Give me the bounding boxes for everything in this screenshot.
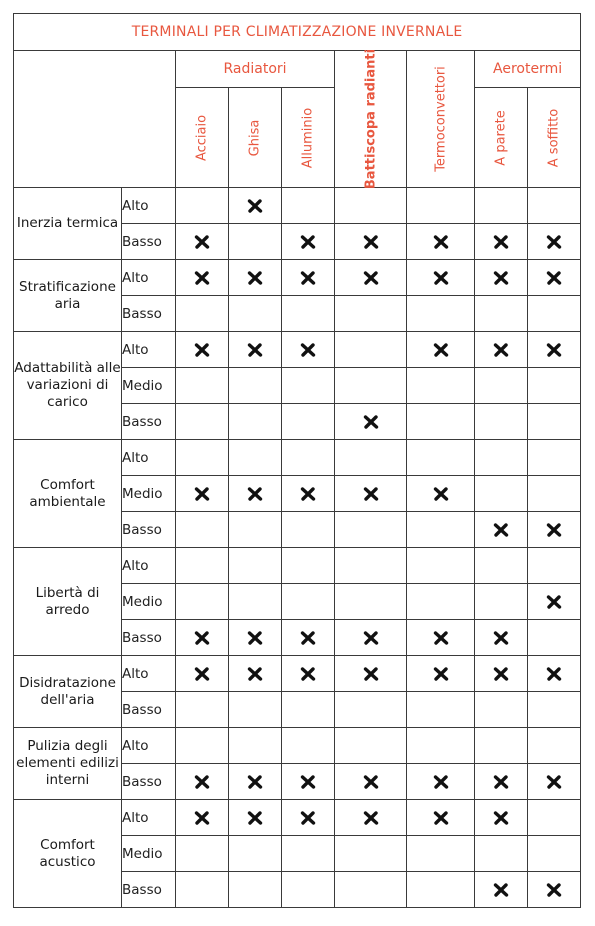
criterion-label: Comfort ambientale xyxy=(14,440,122,548)
mark-cell-a-parete xyxy=(475,764,528,800)
column-header-termoconvettori xyxy=(407,51,475,188)
cross-mark-icon xyxy=(546,235,562,249)
cross-mark-icon xyxy=(194,667,210,681)
mark-cell-a-parete xyxy=(475,512,528,548)
cross-mark-icon xyxy=(433,631,449,645)
mark-cell-alluminio xyxy=(282,836,335,872)
level-label: Alto xyxy=(122,548,176,584)
mark-cell-termoconvettori xyxy=(407,188,475,224)
cross-mark-icon xyxy=(194,271,210,285)
mark-cell-a-soffitto xyxy=(528,620,581,656)
group-header-aerotermi: Aerotermi xyxy=(475,51,581,88)
mark-cell-ghisa xyxy=(229,440,282,476)
table-row xyxy=(14,656,581,692)
mark-cell-a-soffitto xyxy=(528,656,581,692)
table-row xyxy=(14,188,581,224)
criterion-label: Disidratazione dell'aria xyxy=(14,656,122,728)
cross-mark-icon xyxy=(546,343,562,357)
cross-mark-icon xyxy=(247,811,263,825)
mark-cell-termoconvettori xyxy=(407,440,475,476)
level-label: Alto xyxy=(122,800,176,836)
cross-mark-icon xyxy=(433,487,449,501)
cross-mark-icon xyxy=(300,487,316,501)
title-row xyxy=(14,14,581,51)
cross-mark-icon xyxy=(300,235,316,249)
mark-cell-acciaio xyxy=(176,440,229,476)
table-row xyxy=(14,332,581,368)
mark-cell-termoconvettori xyxy=(407,476,475,512)
mark-cell-battiscopa-radianti xyxy=(335,692,407,728)
criterion-label: Comfort acustico xyxy=(14,800,122,908)
mark-cell-a-soffitto xyxy=(528,224,581,260)
cross-mark-icon xyxy=(546,271,562,285)
mark-cell-ghisa xyxy=(229,872,282,908)
mark-cell-battiscopa-radianti xyxy=(335,512,407,548)
mark-cell-alluminio xyxy=(282,692,335,728)
mark-cell-acciaio xyxy=(176,188,229,224)
column-label-termoconvettori: Termoconvettori xyxy=(433,66,448,172)
mark-cell-a-parete xyxy=(475,332,528,368)
mark-cell-a-parete xyxy=(475,692,528,728)
cross-mark-icon xyxy=(363,271,379,285)
cross-mark-icon xyxy=(363,811,379,825)
cross-mark-icon xyxy=(433,235,449,249)
mark-cell-a-parete xyxy=(475,368,528,404)
cross-mark-icon xyxy=(194,811,210,825)
mark-cell-a-soffitto xyxy=(528,548,581,584)
cross-mark-icon xyxy=(546,667,562,681)
mark-cell-ghisa xyxy=(229,584,282,620)
criterion-label: Inerzia termica xyxy=(14,188,122,260)
mark-cell-acciaio xyxy=(176,296,229,332)
mark-cell-acciaio xyxy=(176,728,229,764)
column-header-a-parete xyxy=(475,88,528,188)
mark-cell-termoconvettori xyxy=(407,296,475,332)
level-label: Medio xyxy=(122,836,176,872)
cross-mark-icon xyxy=(493,271,509,285)
mark-cell-acciaio xyxy=(176,332,229,368)
mark-cell-a-parete xyxy=(475,440,528,476)
mark-cell-termoconvettori xyxy=(407,260,475,296)
level-label: Medio xyxy=(122,584,176,620)
level-label: Alto xyxy=(122,188,176,224)
mark-cell-battiscopa-radianti xyxy=(335,476,407,512)
mark-cell-a-soffitto xyxy=(528,512,581,548)
mark-cell-termoconvettori xyxy=(407,584,475,620)
mark-cell-a-soffitto xyxy=(528,728,581,764)
mark-cell-acciaio xyxy=(176,800,229,836)
cross-mark-icon xyxy=(546,883,562,897)
cross-mark-icon xyxy=(493,667,509,681)
mark-cell-alluminio xyxy=(282,764,335,800)
mark-cell-ghisa xyxy=(229,224,282,260)
level-label: Basso xyxy=(122,296,176,332)
level-label: Basso xyxy=(122,620,176,656)
cross-mark-icon xyxy=(363,235,379,249)
mark-cell-alluminio xyxy=(282,656,335,692)
mark-cell-a-parete xyxy=(475,836,528,872)
cross-mark-icon xyxy=(493,343,509,357)
mark-cell-termoconvettori xyxy=(407,764,475,800)
cross-mark-icon xyxy=(433,775,449,789)
mark-cell-alluminio xyxy=(282,332,335,368)
mark-cell-alluminio xyxy=(282,440,335,476)
comparison-table xyxy=(13,13,581,908)
level-label: Basso xyxy=(122,872,176,908)
cross-mark-icon xyxy=(194,235,210,249)
table-row xyxy=(14,548,581,584)
mark-cell-ghisa xyxy=(229,404,282,440)
mark-cell-termoconvettori xyxy=(407,332,475,368)
mark-cell-ghisa xyxy=(229,512,282,548)
mark-cell-a-soffitto xyxy=(528,404,581,440)
cross-mark-icon xyxy=(493,811,509,825)
mark-cell-termoconvettori xyxy=(407,224,475,260)
mark-cell-battiscopa-radianti xyxy=(335,548,407,584)
mark-cell-battiscopa-radianti xyxy=(335,836,407,872)
mark-cell-battiscopa-radianti xyxy=(335,224,407,260)
column-header-alluminio xyxy=(282,88,335,188)
mark-cell-alluminio xyxy=(282,476,335,512)
criterion-label: Stratificazione aria xyxy=(14,260,122,332)
mark-cell-a-soffitto xyxy=(528,188,581,224)
level-label: Medio xyxy=(122,476,176,512)
mark-cell-battiscopa-radianti xyxy=(335,260,407,296)
mark-cell-acciaio xyxy=(176,656,229,692)
criterion-label: Libertà di arredo xyxy=(14,548,122,656)
mark-cell-termoconvettori xyxy=(407,872,475,908)
mark-cell-acciaio xyxy=(176,368,229,404)
cross-mark-icon xyxy=(363,775,379,789)
mark-cell-acciaio xyxy=(176,548,229,584)
mark-cell-ghisa xyxy=(229,332,282,368)
cross-mark-icon xyxy=(300,811,316,825)
mark-cell-ghisa xyxy=(229,368,282,404)
mark-cell-alluminio xyxy=(282,872,335,908)
table-row xyxy=(14,800,581,836)
mark-cell-termoconvettori xyxy=(407,656,475,692)
mark-cell-a-parete xyxy=(475,476,528,512)
mark-cell-acciaio xyxy=(176,260,229,296)
mark-cell-battiscopa-radianti xyxy=(335,404,407,440)
cross-mark-icon xyxy=(247,487,263,501)
cross-mark-icon xyxy=(493,631,509,645)
mark-cell-acciaio xyxy=(176,512,229,548)
mark-cell-alluminio xyxy=(282,800,335,836)
cross-mark-icon xyxy=(433,343,449,357)
mark-cell-battiscopa-radianti xyxy=(335,656,407,692)
mark-cell-ghisa xyxy=(229,296,282,332)
mark-cell-ghisa xyxy=(229,656,282,692)
mark-cell-acciaio xyxy=(176,584,229,620)
column-header-battiscopa-radianti xyxy=(335,48,407,190)
cross-mark-icon xyxy=(363,631,379,645)
cross-mark-icon xyxy=(300,775,316,789)
mark-cell-battiscopa-radianti xyxy=(335,620,407,656)
cross-mark-icon xyxy=(194,343,210,357)
mark-cell-alluminio xyxy=(282,404,335,440)
cross-mark-icon xyxy=(493,523,509,537)
mark-cell-a-soffitto xyxy=(528,692,581,728)
mark-cell-a-parete xyxy=(475,296,528,332)
mark-cell-ghisa xyxy=(229,728,282,764)
cross-mark-icon xyxy=(300,271,316,285)
column-label-acciaio: Acciaio xyxy=(194,114,210,161)
column-label-alluminio: Alluminio xyxy=(300,107,316,168)
mark-cell-a-soffitto xyxy=(528,800,581,836)
column-header-acciaio xyxy=(176,88,229,188)
mark-cell-alluminio xyxy=(282,368,335,404)
mark-cell-acciaio xyxy=(176,764,229,800)
mark-cell-ghisa xyxy=(229,692,282,728)
cross-mark-icon xyxy=(363,415,379,429)
mark-cell-battiscopa-radianti xyxy=(335,584,407,620)
mark-cell-alluminio xyxy=(282,620,335,656)
mark-cell-alluminio xyxy=(282,260,335,296)
mark-cell-alluminio xyxy=(282,224,335,260)
mark-cell-alluminio xyxy=(282,188,335,224)
cross-mark-icon xyxy=(433,271,449,285)
mark-cell-ghisa xyxy=(229,836,282,872)
level-label: Alto xyxy=(122,728,176,764)
cross-mark-icon xyxy=(363,487,379,501)
mark-cell-a-parete xyxy=(475,728,528,764)
mark-cell-alluminio xyxy=(282,584,335,620)
mark-cell-a-parete xyxy=(475,224,528,260)
cross-mark-icon xyxy=(433,811,449,825)
mark-cell-a-soffitto xyxy=(528,476,581,512)
mark-cell-alluminio xyxy=(282,728,335,764)
mark-cell-termoconvettori xyxy=(407,836,475,872)
cross-mark-icon xyxy=(194,487,210,501)
table-row xyxy=(14,728,581,764)
level-label: Basso xyxy=(122,512,176,548)
level-label: Basso xyxy=(122,692,176,728)
mark-cell-a-parete xyxy=(475,584,528,620)
cross-mark-icon xyxy=(493,235,509,249)
mark-cell-battiscopa-radianti xyxy=(335,440,407,476)
mark-cell-ghisa xyxy=(229,548,282,584)
cross-mark-icon xyxy=(247,631,263,645)
cross-mark-icon xyxy=(300,667,316,681)
column-label-battiscopa-radianti: Battiscopa radianti xyxy=(363,48,378,190)
cross-mark-icon xyxy=(493,775,509,789)
column-header-ghisa xyxy=(229,88,282,188)
column-label-a-parete: A parete xyxy=(493,109,509,166)
mark-cell-a-soffitto xyxy=(528,440,581,476)
mark-cell-termoconvettori xyxy=(407,548,475,584)
mark-cell-a-parete xyxy=(475,404,528,440)
mark-cell-termoconvettori xyxy=(407,512,475,548)
mark-cell-termoconvettori xyxy=(407,620,475,656)
cross-mark-icon xyxy=(300,343,316,357)
level-label: Medio xyxy=(122,368,176,404)
mark-cell-a-soffitto xyxy=(528,872,581,908)
criterion-label: Pulizia degli elementi edilizi interni xyxy=(14,728,122,800)
mark-cell-ghisa xyxy=(229,260,282,296)
mark-cell-a-parete xyxy=(475,872,528,908)
level-label: Basso xyxy=(122,404,176,440)
header-corner-empty xyxy=(14,51,176,188)
mark-cell-a-soffitto xyxy=(528,368,581,404)
mark-cell-battiscopa-radianti xyxy=(335,296,407,332)
column-label-a-soffitto: A soffitto xyxy=(546,108,562,167)
mark-cell-alluminio xyxy=(282,512,335,548)
cross-mark-icon xyxy=(493,883,509,897)
mark-cell-acciaio xyxy=(176,836,229,872)
mark-cell-a-soffitto xyxy=(528,764,581,800)
group-header-radiatori: Radiatori xyxy=(176,51,335,88)
mark-cell-acciaio xyxy=(176,872,229,908)
cross-mark-icon xyxy=(546,595,562,609)
mark-cell-a-soffitto xyxy=(528,584,581,620)
mark-cell-acciaio xyxy=(176,476,229,512)
level-label: Basso xyxy=(122,764,176,800)
mark-cell-a-parete xyxy=(475,548,528,584)
table-row xyxy=(14,440,581,476)
mark-cell-battiscopa-radianti xyxy=(335,764,407,800)
mark-cell-a-parete xyxy=(475,620,528,656)
mark-cell-battiscopa-radianti xyxy=(335,728,407,764)
mark-cell-battiscopa-radianti xyxy=(335,368,407,404)
mark-cell-termoconvettori xyxy=(407,800,475,836)
column-header-a-soffitto xyxy=(528,88,581,188)
mark-cell-a-soffitto xyxy=(528,260,581,296)
level-label: Alto xyxy=(122,656,176,692)
mark-cell-a-soffitto xyxy=(528,836,581,872)
cross-mark-icon xyxy=(247,775,263,789)
mark-cell-acciaio xyxy=(176,224,229,260)
mark-cell-a-soffitto xyxy=(528,332,581,368)
column-label-ghisa: Ghisa xyxy=(247,119,263,156)
mark-cell-ghisa xyxy=(229,764,282,800)
mark-cell-a-parete xyxy=(475,260,528,296)
mark-cell-acciaio xyxy=(176,692,229,728)
mark-cell-ghisa xyxy=(229,476,282,512)
cross-mark-icon xyxy=(247,271,263,285)
level-label: Alto xyxy=(122,440,176,476)
mark-cell-termoconvettori xyxy=(407,404,475,440)
mark-cell-ghisa xyxy=(229,800,282,836)
mark-cell-battiscopa-radianti xyxy=(335,872,407,908)
cross-mark-icon xyxy=(363,667,379,681)
mark-cell-a-parete xyxy=(475,800,528,836)
cross-mark-icon xyxy=(247,199,263,213)
mark-cell-a-parete xyxy=(475,188,528,224)
mark-cell-acciaio xyxy=(176,620,229,656)
mark-cell-battiscopa-radianti xyxy=(335,188,407,224)
cross-mark-icon xyxy=(247,667,263,681)
cross-mark-icon xyxy=(194,631,210,645)
level-label: Alto xyxy=(122,260,176,296)
mark-cell-ghisa xyxy=(229,620,282,656)
table-title: TERMINALI PER CLIMATIZZAZIONE INVERNALE xyxy=(14,14,581,51)
mark-cell-ghisa xyxy=(229,188,282,224)
cross-mark-icon xyxy=(194,775,210,789)
level-label: Basso xyxy=(122,224,176,260)
mark-cell-a-soffitto xyxy=(528,296,581,332)
cross-mark-icon xyxy=(247,343,263,357)
level-label: Alto xyxy=(122,332,176,368)
mark-cell-battiscopa-radianti xyxy=(335,800,407,836)
mark-cell-battiscopa-radianti xyxy=(335,332,407,368)
comparison-table-wrapper xyxy=(13,13,581,908)
group-header-row xyxy=(14,51,581,88)
mark-cell-termoconvettori xyxy=(407,728,475,764)
cross-mark-icon xyxy=(300,631,316,645)
mark-cell-a-parete xyxy=(475,656,528,692)
cross-mark-icon xyxy=(546,523,562,537)
mark-cell-alluminio xyxy=(282,296,335,332)
criterion-label: Adattabilità alle variazioni di carico xyxy=(14,332,122,440)
table-row xyxy=(14,260,581,296)
mark-cell-termoconvettori xyxy=(407,692,475,728)
cross-mark-icon xyxy=(433,667,449,681)
cross-mark-icon xyxy=(546,775,562,789)
mark-cell-acciaio xyxy=(176,404,229,440)
mark-cell-alluminio xyxy=(282,548,335,584)
mark-cell-termoconvettori xyxy=(407,368,475,404)
